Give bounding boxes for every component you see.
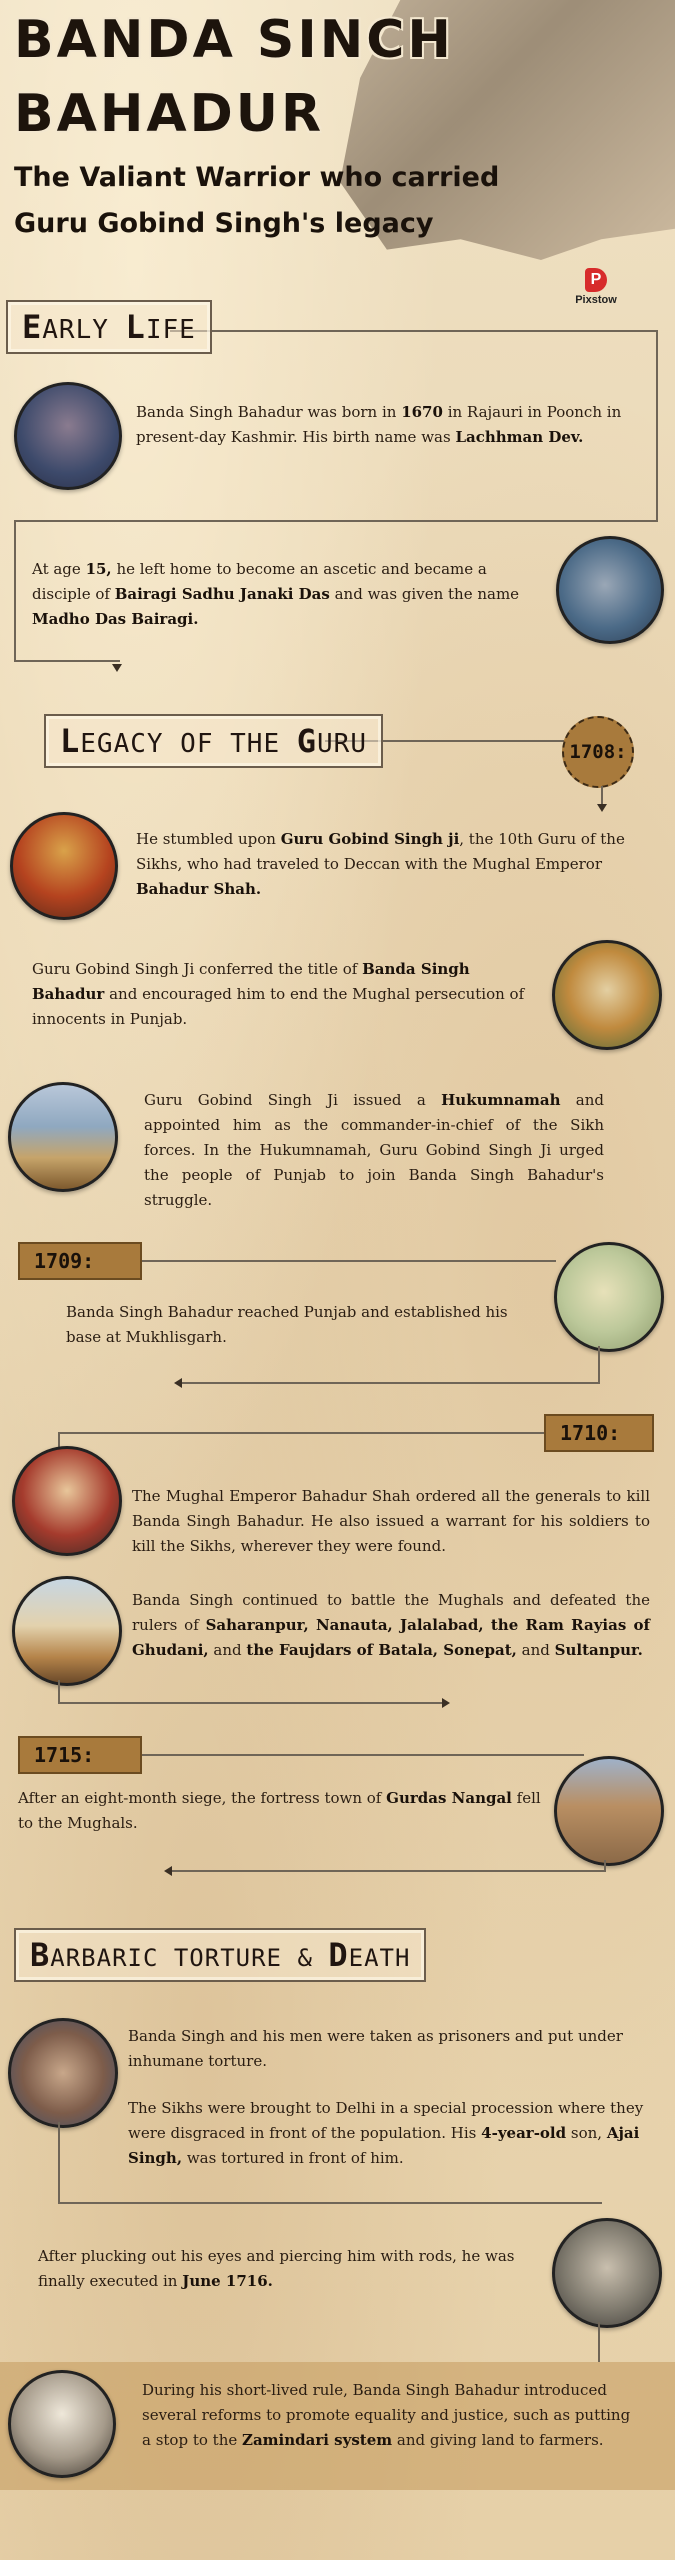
connector-line [180,1382,598,1384]
year-1710-box: 1710: [544,1414,654,1452]
connector-line [598,1346,600,1384]
connector-line [170,1870,604,1872]
gurdas-nangal-fort-image [554,1756,664,1866]
paragraph-warrant: The Mughal Emperor Bahadur Shah ordered all the generals to kill Banda Singh Bahadur. He also issued a warrant for his soldiers to kill the Sikhs, wherever they were found. [132,1487,650,1555]
ascetic-image [556,536,664,644]
connector-line [598,2322,600,2362]
arrow-down-icon [597,804,607,812]
guru-on-horse-image [552,940,662,1050]
paragraph-meeting: He stumbled upon Guru Gobind Singh ji, the 10th Guru of the Sikhs, who had traveled to Deccan with the Mughal Emperor Bahadur Shah. [136,830,625,898]
paragraph-procession: The Sikhs were brought to Delhi in a special procession where they were disgraced in front of the population. His 4-year-old son, Ajai Singh, was tortured in front of him. [128,2099,644,2167]
year-1715-box: 1715: [18,1736,142,1774]
connector-line [58,2122,60,2202]
pixstow-mark-icon: P [585,268,607,292]
paragraph-mukhlisgarh: Banda Singh Bahadur reached Punjab and established his base at Mukhlisgarh. [66,1303,508,1346]
paragraph-title-conferred: Guru Gobind Singh Ji conferred the title of Banda Singh Bahadur and encouraged him to end the Mughal persecution of innocents in Punjab. [32,960,525,1028]
connector-line [14,520,16,660]
page-title-line2: BAHADUR [14,84,325,144]
paragraph-birth: Banda Singh Bahadur was born in 1670 in Rajauri in Poonch in present-day Kashmir. His birth name was Lachhman Dev. [136,403,622,446]
young-banda-image [14,382,122,490]
subtitle-line2: Guru Gobind Singh's legacy [14,208,434,239]
section-legacy: LEGACY OF THE GURU [44,714,383,768]
year-1708-badge: 1708: [562,716,634,788]
paragraph-battles: Banda Singh continued to battle the Mughals and defeated the rulers of Saharanpur, Nanauta, Jalalabad, the Ram Rayias of Ghudani, and the Faujdars of Batala, Sonepat, and Sultanpur. [132,1591,650,1659]
guru-gobind-singh-image [10,812,118,920]
connector-line [656,330,658,520]
paragraph-ascetic: At age 15, he left home to become an ascetic and became a disciple of Bairagi Sadhu Janaki Das and was given the name Madho Das Bairagi. [32,560,520,628]
punjab-map-image [554,1242,664,1352]
connector-line [58,1680,60,1702]
connector-line [124,1754,584,1756]
paragraph-execution: After plucking out his eyes and piercing him with rods, he was finally executed in June 1716. [38,2247,515,2290]
year-1709-box: 1709: [18,1242,142,1280]
paragraph-prisoners: Banda Singh and his men were taken as prisoners and put under inhumane torture. [128,2027,623,2070]
hukumnamah-image [8,1082,118,1192]
paragraph-reforms: During his short-lived rule, Banda Singh Bahadur introduced several reforms to promote equality and justice, such as putting a stop to the Zamindari system and giving land to farmers. [142,2381,631,2449]
connector-line [601,786,603,806]
page-title-line1: BANDA SINCH [14,10,454,70]
connector-line [14,660,120,662]
paragraph-siege: After an eight-month siege, the fortress town of Gurdas Nangal fell to the Mughals. [18,1789,541,1832]
pixstow-label: Pixstow [575,294,617,306]
connector-line [170,330,657,332]
section-torture: BARBARIC TORTURE & DEATH [14,1928,426,1982]
execution-image [552,2218,662,2328]
prisoners-image [8,2018,118,2128]
connector-line [58,2202,602,2204]
connector-line [14,520,658,522]
pixstow-logo[interactable] [566,268,626,306]
arrow-left-icon [174,1378,182,1388]
arrow-left-icon [164,1866,172,1876]
section-early-life: EARLY LIFE [6,300,212,354]
bahadur-shah-image [12,1446,122,1556]
arrow-down-icon [112,664,122,672]
banda-portrait-image [8,2370,116,2478]
paragraph-hukumnamah: Guru Gobind Singh Ji issued a Hukumnamah and appointed him as the commander-in-chief of the Sikh forces. In the Hukumnamah, Guru Gobind Singh Ji urged the people of Punjab to join Banda Singh Bahadur's struggle. [144,1091,605,1209]
connector-line [58,1702,444,1704]
connector-line [58,1432,544,1434]
subtitle-line1: The Valiant Warrior who carried [14,162,500,193]
connector-line [604,1860,606,1872]
arrow-right-icon [442,1698,450,1708]
connector-line [124,1260,556,1262]
battle-fort-image [12,1576,122,1686]
